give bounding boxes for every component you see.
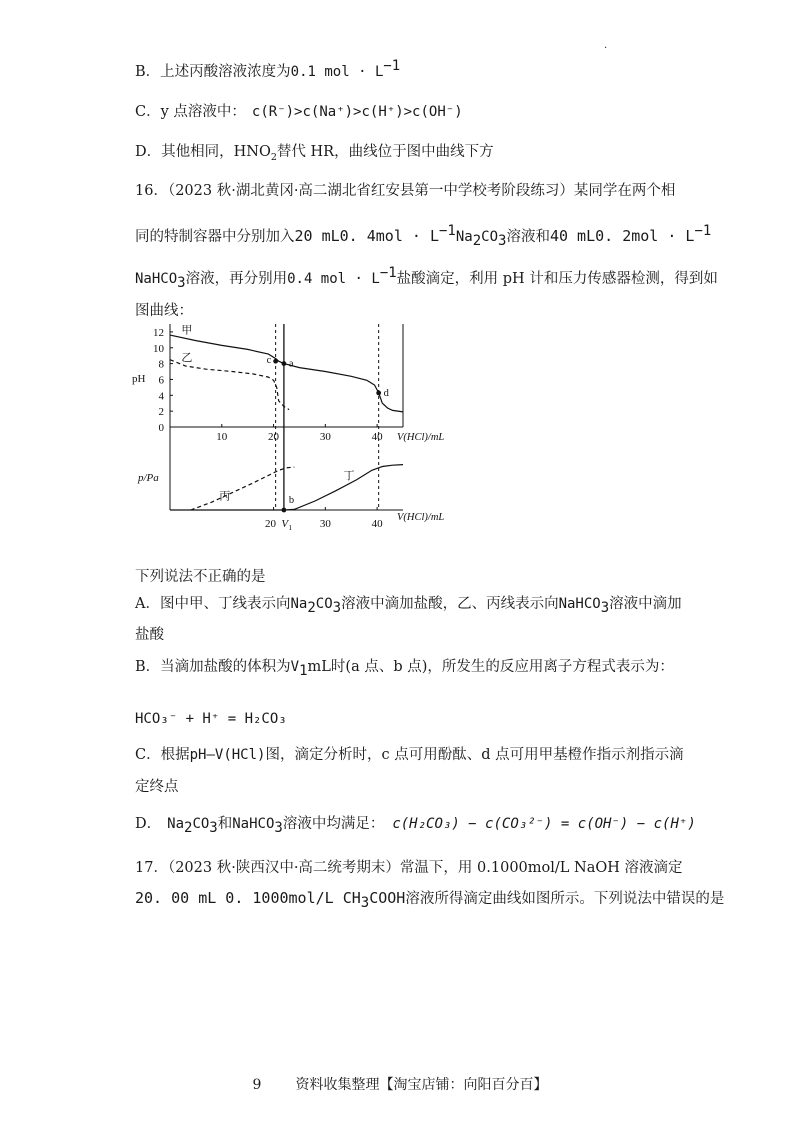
q16-line2: 同的特制容器中分别加入20 mL0. $4mol \cdot L^{-1}Na_2CO_3$溶液和40 mL0. $2mol \cdot L^{-1}$ (135, 223, 712, 249)
point-label-c: c (266, 355, 272, 367)
series-0 (170, 335, 403, 412)
series-1 (170, 360, 289, 410)
q16-line1: 16．（2023 秋·湖北黄冈·高二湖北省红安县第一中学校考阶段练习）某同学在两个相 (135, 183, 676, 199)
q17-line2: 20. 00 mL 0. 1000mol/L $CH_3COOH$溶液所得滴定曲线如图所示。下列说法中错误的是 (135, 889, 725, 911)
option-15b: B．上述丙酸溶液浓度为0.1 mol · $L^{-1}$ (135, 58, 401, 80)
point-label-d: d (383, 387, 389, 399)
option-16c: C．根据pH—V(HCl)图，滴定分析时，c 点可用酚酞、d 点可用甲基橙作指示剂指示滴 (135, 747, 684, 763)
bottom-x-tick-label: 40 (371, 518, 383, 530)
point-a (282, 361, 287, 366)
series-label-jia: 甲 (181, 324, 193, 337)
v1-label: V (281, 518, 289, 530)
top-y-tick-label: 8 (158, 358, 164, 371)
footer-text: 资料收集整理【淘宝店铺：向阳百分百】 (295, 1077, 548, 1093)
top-y-tick-label: 10 (153, 342, 164, 355)
q17-line1: 17．（2023 秋·陕西汉中·高二统考期末）常温下，用 0.1000mol/L NaOH 溶液滴定 (135, 860, 683, 876)
point-label-a: a (288, 358, 294, 370)
point-b (282, 508, 287, 513)
point-c (273, 359, 278, 364)
top-y-axis-label: pH (132, 372, 146, 385)
q16-line4: 图曲线： (135, 303, 193, 319)
bottom-x-tick-label: 30 (319, 518, 331, 530)
option-16c-cont: 定终点 (135, 779, 179, 795)
titration-chart (130, 318, 445, 543)
top-y-tick-label: 2 (158, 406, 164, 419)
series-bottom-0 (191, 467, 295, 510)
top-x-tick-label: 30 (319, 431, 331, 443)
option-16b: B．当滴加盐酸的体积为$V_1mL$时(a 点、b 点)，所发生的反应用离子方程式表示为： (135, 659, 674, 679)
bottom-x-tick-label: 20 (265, 518, 277, 530)
series-label-ding: 丁 (343, 469, 355, 482)
q16-question: 下列说法不正确的是 (135, 569, 266, 585)
top-x-tick-label: 40 (371, 431, 383, 443)
point-label-b: b (288, 495, 295, 506)
bottom-x-axis-label: V(HCl)/mL (397, 512, 445, 523)
series-label-yi: 乙 (181, 352, 193, 365)
top-dot: . (604, 40, 608, 51)
top-y-tick-label: 12 (153, 326, 164, 339)
page-number: 9 (252, 1077, 262, 1093)
series-bottom-1 (170, 465, 403, 510)
bottom-y-axis-label: p/Pa (138, 472, 159, 484)
top-x-tick-label: 10 (216, 431, 228, 443)
option-15d: D．其他相同，$HNO_2$替代 HR，曲线位于图中曲线下方 (135, 144, 494, 163)
point-d (376, 391, 381, 396)
option-15c: C．y 点溶液中： c(R⁻)>c(Na⁺)>c(H⁺)>c(OH⁻) (135, 104, 463, 120)
v1-label-sub: 1 (288, 523, 293, 532)
series-label-bing: 丙 (219, 490, 231, 503)
q16-line3: NaHCO$_3$溶液，再分别用0.4 mol · $L^{-1}$盐酸滴定，利用 pH 计和压力传感器检测，得到如 (135, 265, 718, 291)
top-y-tick-label: 4 (158, 390, 164, 403)
equation-16b: HCO₃⁻ + H⁺ = H₂CO₃ (135, 711, 287, 727)
option-16a: A．图中甲、丁线表示向$Na_2CO_3$溶液中滴加盐酸，乙、丙线表示向NaHCO$_3$溶液中滴加 (135, 596, 682, 616)
page-footer (0, 1074, 800, 1094)
top-x-tick-label: 20 (268, 431, 280, 443)
top-y-tick-label: 6 (158, 374, 164, 387)
option-16d: D． $Na_2CO_3$和NaHCO$_3$溶液中均满足： c(H₂CO₃) − c(CO₃²⁻) = c(OH⁻) − c(H⁺) (135, 816, 696, 836)
top-x-axis-label: V(HCl)/mL (397, 432, 445, 443)
top-y-tick-label: 0 (158, 422, 164, 434)
option-16a-cont: 盐酸 (135, 627, 164, 643)
